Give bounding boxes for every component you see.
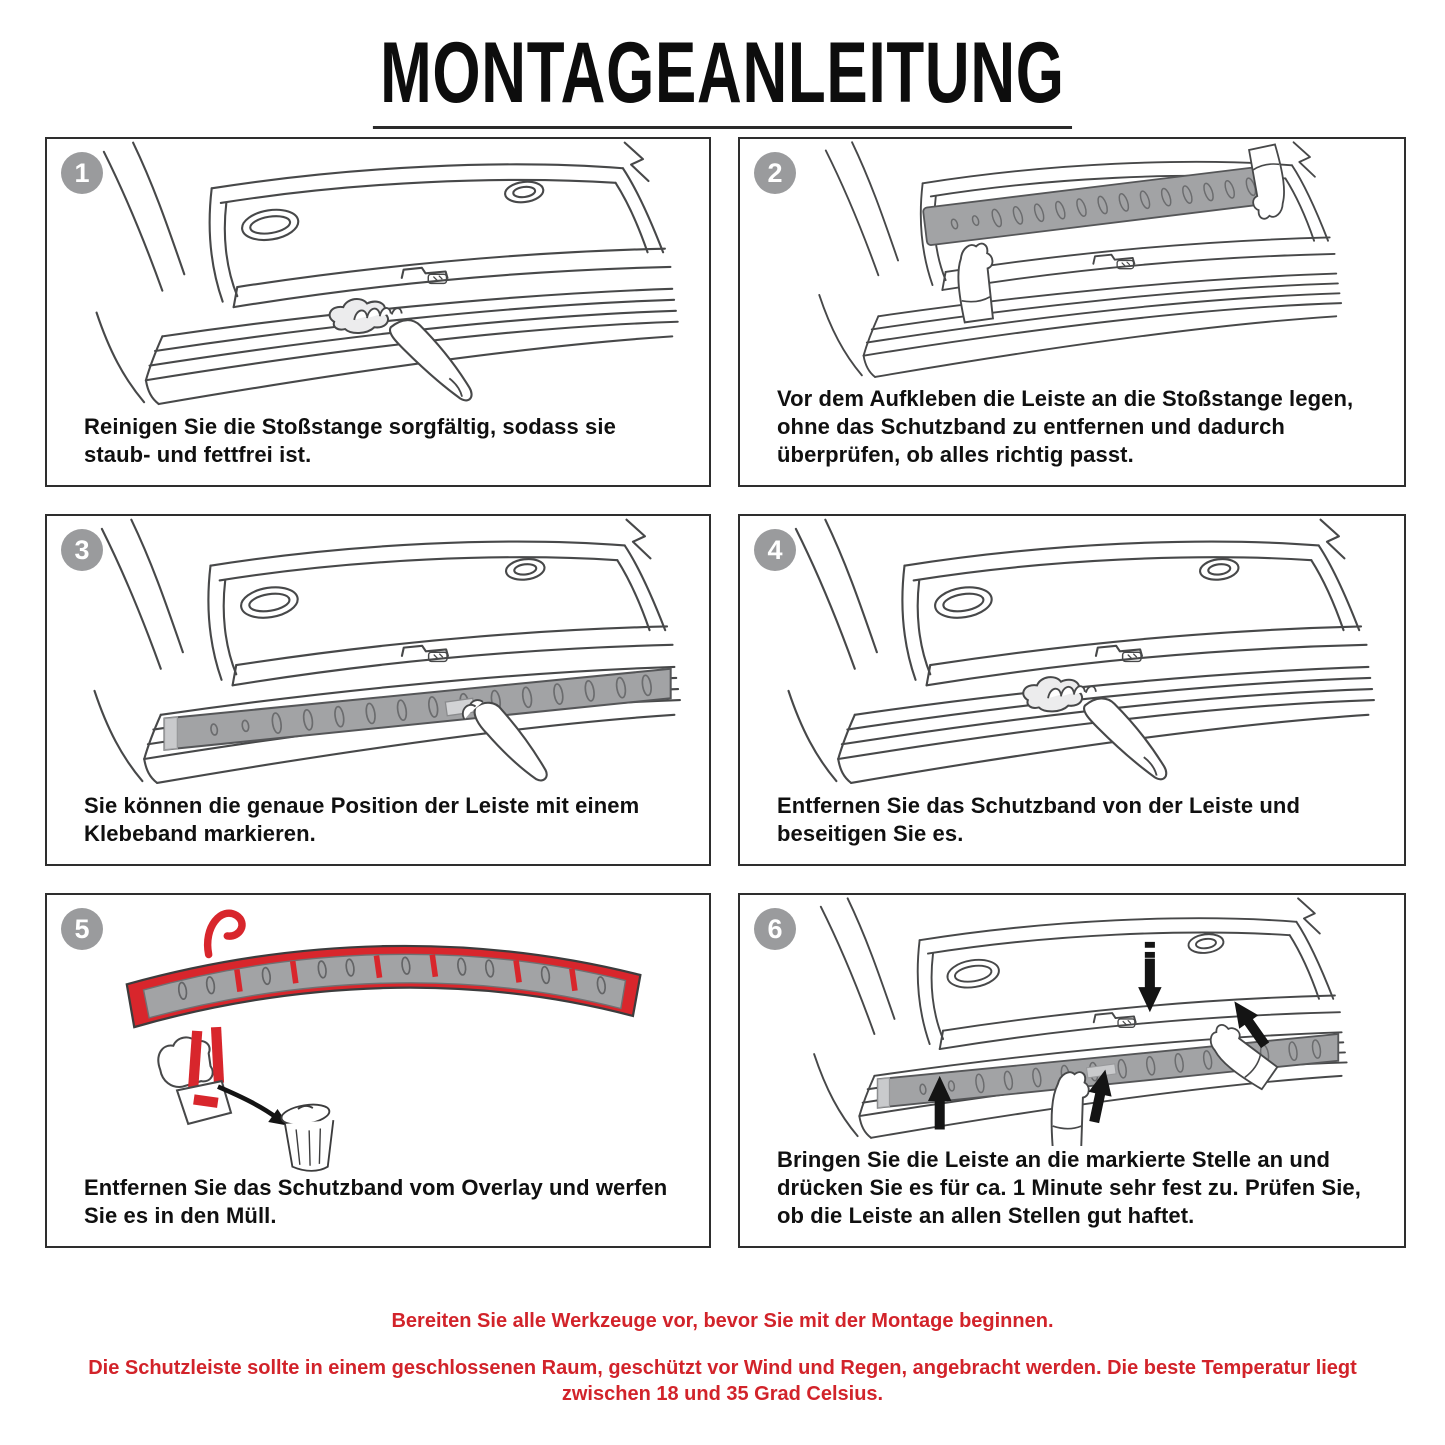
step-number-badge: 1 [61, 152, 103, 194]
page-title: MONTAGEANLEITUNG [373, 30, 1072, 129]
tape-disposal-drawing [158, 1027, 333, 1171]
strip-pressing-illustration [740, 895, 1404, 1146]
step-caption: Reinigen Sie die Stoßstange sorgfältig, sodass sie staub- und fettfrei ist. [84, 414, 616, 468]
footer-note-tools: Bereiten Sie alle Werkzeuge vor, bevor Sie mit der Montage beginnen. [391, 1310, 1054, 1332]
step-number-badge: 5 [61, 908, 103, 950]
bumper-cleaning-illustration [47, 139, 709, 413]
overlay-tape-disposal-illustration [47, 895, 709, 1174]
overlay-strip-with-red-tape [127, 913, 641, 1027]
step-panel-2 [738, 137, 1406, 487]
position-marking-illustration [47, 516, 709, 792]
protective-tape-removal-illustration [740, 516, 1404, 792]
step-caption: Vor dem Aufkleben die Leiste an die Stoßstange legen, ohne das Schutzband zu entfernen und dadurch überprüfen, ob alles richtig passt. [777, 386, 1354, 468]
step-caption: Entfernen Sie das Schutzband von der Leiste und beseitigen Sie es. [777, 793, 1300, 847]
footer-warnings [0, 1310, 1445, 1407]
strip-test-fit-illustration [740, 139, 1404, 385]
step-number-badge: 2 [754, 152, 796, 194]
car-rear-drawing [789, 520, 1374, 783]
step-caption: Bringen Sie die Leiste an die markierte Stelle an und drücken Sie es für ca. 1 Minute sehr fest zu. Prüfen Sie, ob die Leiste an allen Stellen gut haftet. [777, 1147, 1361, 1229]
step-caption: Entfernen Sie das Schutzband vom Overlay und werfen Sie es in den Müll. [84, 1175, 668, 1229]
step-panel-6 [738, 893, 1406, 1248]
step-panel-1 [45, 137, 711, 487]
step-caption: Sie können die genaue Position der Leiste mit einem Klebeband markieren. [84, 793, 640, 847]
step-number-badge: 4 [754, 529, 796, 571]
footer-note-conditions: Die Schutzleiste sollte in einem geschlossenen Raum, geschützt vor Wind und Regen, angebracht werden. Die beste Temperatur liegt zwischen 18 und 35 Grad Celsius. [88, 1357, 1357, 1405]
protector-strip [923, 165, 1279, 246]
steps-grid [45, 137, 1445, 1248]
pressing-hand-icon [1052, 1072, 1089, 1146]
car-rear-drawing [97, 143, 678, 404]
peeling-hand-icon [158, 1037, 212, 1087]
protector-strip [164, 669, 670, 750]
step-number-badge: 6 [754, 908, 796, 950]
step-panel-4 [738, 514, 1406, 866]
step-number-badge: 3 [61, 529, 103, 571]
step-panel-5 [45, 893, 711, 1248]
peeled-tape-curl [208, 913, 242, 954]
trash-can-icon [280, 1102, 333, 1171]
step-panel-3 [45, 514, 711, 866]
